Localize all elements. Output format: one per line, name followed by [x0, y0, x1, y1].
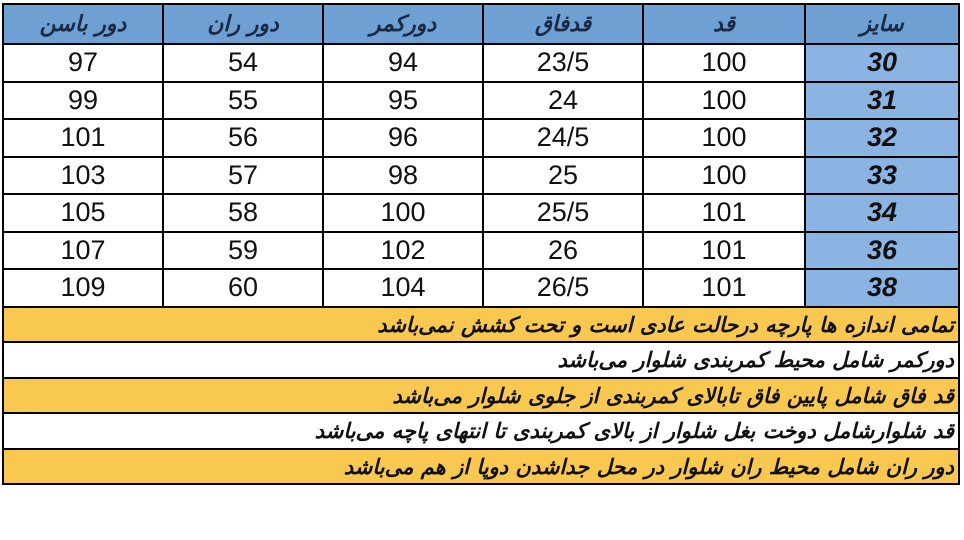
column-header-size: سایز: [804, 5, 960, 43]
column-header-thigh: دور ران: [162, 5, 322, 43]
waist-cell: 95: [322, 83, 482, 119]
hip-cell: 99: [2, 83, 162, 119]
table-row: [2, 233, 960, 271]
table-row: [2, 195, 960, 233]
height-cell: 100: [642, 45, 804, 81]
hip-cell: 107: [2, 233, 162, 269]
height-cell: 101: [642, 233, 804, 269]
table-row: [2, 120, 960, 158]
size-cell: 30: [804, 45, 960, 81]
table-row: [2, 83, 960, 121]
thigh-cell: 59: [162, 233, 322, 269]
thigh-cell: 57: [162, 158, 322, 194]
table-row: [2, 45, 960, 83]
note-waist-definition: دورکمر شامل محیط کمربندی شلوار می‌باشد: [2, 343, 960, 379]
size-cell: 32: [804, 120, 960, 156]
hip-cell: 101: [2, 120, 162, 156]
column-header-rise: قدفاق: [482, 5, 642, 43]
table-header-row: [2, 3, 960, 45]
size-chart-table: [2, 3, 960, 485]
height-cell: 100: [642, 83, 804, 119]
thigh-cell: 55: [162, 83, 322, 119]
waist-cell: 102: [322, 233, 482, 269]
thigh-cell: 60: [162, 270, 322, 306]
rise-cell: 26: [482, 233, 642, 269]
column-header-height: قد: [642, 5, 804, 43]
note-fabric-relaxed: تمامی اندازه ها پارچه درحالت عادی است و تحت کشش نمی‌باشد: [2, 308, 960, 344]
note-length-definition: قد شلوارشامل دوخت بغل شلوار از بالای کمربندی تا انتهای پاچه می‌باشد: [2, 414, 960, 450]
size-cell: 38: [804, 270, 960, 306]
rise-cell: 24/5: [482, 120, 642, 156]
hip-cell: 103: [2, 158, 162, 194]
height-cell: 100: [642, 120, 804, 156]
table-row: [2, 270, 960, 308]
size-cell: 33: [804, 158, 960, 194]
column-header-waist: دورکمر: [322, 5, 482, 43]
hip-cell: 105: [2, 195, 162, 231]
table-row: [2, 158, 960, 196]
size-cell: 31: [804, 83, 960, 119]
thigh-cell: 58: [162, 195, 322, 231]
height-cell: 101: [642, 195, 804, 231]
height-cell: 101: [642, 270, 804, 306]
waist-cell: 104: [322, 270, 482, 306]
hip-cell: 97: [2, 45, 162, 81]
note-thigh-definition: دور ران شامل محیط ران شلوار در محل جداشدن دوپا از هم می‌باشد: [2, 450, 960, 486]
rise-cell: 24: [482, 83, 642, 119]
waist-cell: 98: [322, 158, 482, 194]
rise-cell: 25/5: [482, 195, 642, 231]
thigh-cell: 56: [162, 120, 322, 156]
hip-cell: 109: [2, 270, 162, 306]
height-cell: 100: [642, 158, 804, 194]
waist-cell: 94: [322, 45, 482, 81]
size-cell: 36: [804, 233, 960, 269]
rise-cell: 26/5: [482, 270, 642, 306]
rise-cell: 23/5: [482, 45, 642, 81]
rise-cell: 25: [482, 158, 642, 194]
size-cell: 34: [804, 195, 960, 231]
waist-cell: 100: [322, 195, 482, 231]
note-rise-definition: قد فاق شامل پایین فاق تابالای کمربندی از جلوی شلوار می‌باشد: [2, 379, 960, 415]
thigh-cell: 54: [162, 45, 322, 81]
waist-cell: 96: [322, 120, 482, 156]
column-header-hip: دور باسن: [2, 5, 162, 43]
